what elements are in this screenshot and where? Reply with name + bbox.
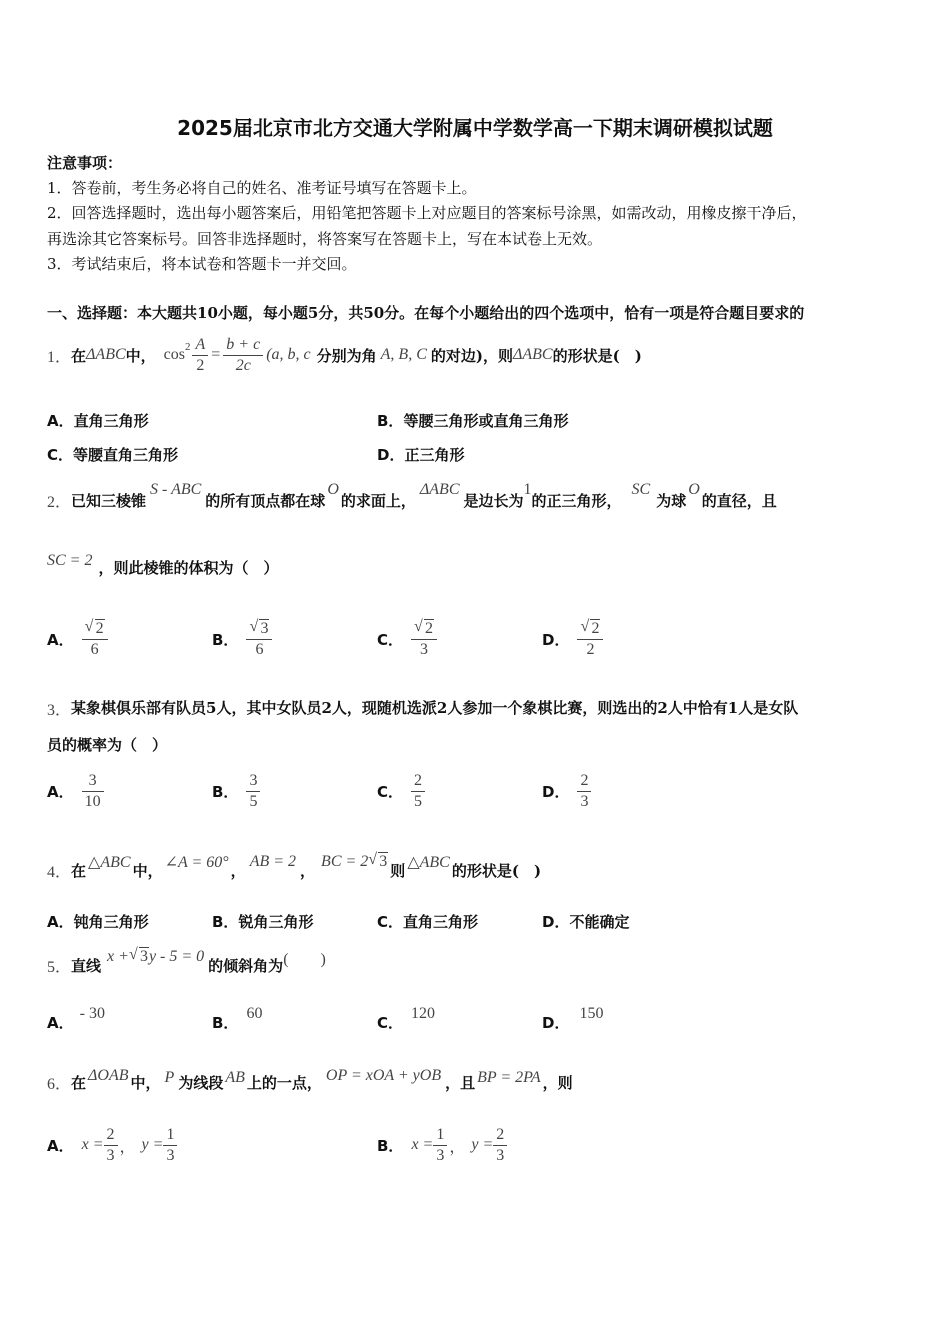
q1-option-a[interactable]: [47, 410, 149, 431]
q2-option-b-den: 6: [246, 639, 272, 660]
q2-option-b-frac: √ 3 6: [246, 619, 272, 660]
question-2: [47, 478, 777, 522]
q4-text-4: ，: [300, 861, 316, 880]
q6-triangle: ΔOAB: [88, 1067, 129, 1084]
q1-option-c-label: C．: [47, 446, 74, 464]
q2-pyramid: S - ABC: [150, 481, 202, 498]
q2-option-d-frac: √ 2 2: [577, 619, 603, 660]
q3-option-d[interactable]: [542, 766, 591, 816]
q4-angle: ∠A = 60°: [164, 854, 229, 871]
q1-cos: cos: [163, 346, 185, 363]
q3-option-c-label: C．: [377, 782, 404, 801]
q2-option-c-label: C．: [377, 630, 404, 649]
q5-option-a-label: A．: [47, 1013, 74, 1032]
q1-option-c-text: 等腰直角三角形: [73, 446, 179, 464]
q4-option-d-text: 不能确定: [569, 913, 630, 931]
q1-triangle-2: ΔABC: [512, 346, 553, 363]
q6-option-a-y-num: 1: [166, 1125, 175, 1143]
q1-frac-b: [223, 335, 263, 376]
q3-option-b-num: 3: [249, 771, 258, 789]
q1-text-3: 分别为角: [316, 346, 377, 365]
q1-option-d-label: D．: [377, 446, 405, 464]
q4-option-b-text: 锐角三角形: [238, 913, 314, 931]
q3-option-a-num: 3: [88, 771, 97, 789]
q3-option-b-label: B．: [212, 782, 239, 801]
q3-option-d-num: 2: [580, 771, 589, 789]
q1-option-b-text: 等腰三角形或直角三角形: [403, 412, 569, 430]
q4-ab: AB = 2: [249, 853, 297, 870]
q3-option-c-frac: [411, 771, 425, 812]
q1-text-1: 在: [71, 346, 87, 365]
q4-triangle-2: △ABC: [407, 854, 450, 871]
q2-text-6: 为球: [656, 491, 687, 510]
q6-option-b-y-frac: [493, 1125, 507, 1166]
q3-option-c[interactable]: [377, 766, 425, 816]
q2-option-a-rad: 2: [95, 619, 104, 637]
q2-number: 2．: [47, 493, 72, 511]
q1-option-c[interactable]: [47, 444, 178, 465]
q6-text-5: ，且: [445, 1073, 476, 1092]
q3-line-1: 某象棋俱乐部有队员5人，其中女队员2人，现随机选派2人参加一个象棋比赛，则选出的2人中恰有1人是女队: [71, 699, 799, 717]
q5-number: 5．: [47, 958, 72, 976]
q1-option-a-text: 直角三角形: [73, 412, 149, 430]
q1-eq: =: [211, 346, 221, 363]
q2-option-b-rad: 3: [260, 619, 269, 637]
q6-option-b-y: y =: [471, 1136, 494, 1153]
q4-bc-rad: 3: [379, 853, 388, 870]
q6-option-a-x: x =: [81, 1136, 104, 1153]
q4-text-5: 则: [390, 861, 406, 880]
question-5: [47, 945, 326, 985]
q6-text-1: 在: [71, 1073, 87, 1092]
section-heading: 一、选择题：本大题共10小题，每小题5分，共50分。在每个小题给出的四个选项中，恰有一项是符合题目要求的: [47, 304, 805, 322]
q6-text-2: 中，: [130, 1073, 161, 1092]
q3-option-d-den: 3: [577, 791, 591, 812]
question-2-cont: [47, 550, 278, 584]
q5-option-c-value: 120: [411, 1005, 436, 1022]
q1-frac-b-num: b + c: [226, 335, 261, 353]
q4-option-c-label: C．: [377, 913, 404, 931]
q2-text-4: 是边长为: [463, 491, 524, 510]
q4-option-b-label: B．: [212, 913, 239, 931]
q1-number: 1．: [47, 348, 72, 366]
notice-item-1: 1．答卷前，考生务必将自己的姓名、准考证号填写在答题卡上。: [47, 179, 477, 197]
q5-option-b-label: B．: [212, 1013, 239, 1032]
q5-option-d[interactable]: [542, 1004, 603, 1040]
q2-option-d-label: D．: [542, 630, 570, 649]
q4-option-d-label: D．: [542, 913, 570, 931]
q6-ratio: BP = 2PA: [477, 1069, 541, 1086]
page-title: 2025届北京市北方交通大学附属中学数学高一下期末调研模拟试题: [177, 116, 773, 140]
q2-text-3: 的求面上，: [340, 491, 416, 510]
q2-sphere: O: [327, 481, 339, 498]
q3-option-b-frac: [246, 771, 260, 812]
q6-option-a-y: y =: [141, 1136, 164, 1153]
q2-side: 1: [523, 481, 532, 498]
q2-option-c-frac: √ 2 3: [411, 619, 437, 660]
notice-item-3: 3．考试结束后，将本试卷和答题卡一并交回。: [47, 255, 357, 273]
question-1: [47, 330, 642, 380]
q4-bc-sqrt: √ 3: [368, 851, 388, 870]
q3-option-a-frac: [82, 771, 104, 812]
q6-option-b[interactable]: B． x = $\frac{1}{3}$ ， y = $\frac{2}{3}$: [377, 1120, 507, 1170]
q1-option-b-label: B．: [377, 412, 404, 430]
q1-cos-exp: 2: [184, 341, 191, 353]
q6-option-b-x-frac: [433, 1125, 447, 1166]
q5-option-a[interactable]: [47, 1004, 105, 1040]
q1-text-2: 中，: [125, 346, 156, 365]
q1-angles: A, B, C: [380, 346, 427, 363]
q5-option-a-value: - 30: [79, 1005, 105, 1022]
q3-line-2: 员的概率为（ ）: [47, 736, 168, 754]
q4-option-d[interactable]: [542, 911, 629, 932]
q2-option-a-label: A．: [47, 630, 74, 649]
q2-text-8: ，则此棱锥的体积为（ ）: [98, 558, 279, 577]
q4-bc: BC = 2: [321, 853, 369, 870]
q2-option-c-rad: 2: [425, 619, 434, 637]
q6-option-b-y-num: 2: [496, 1125, 505, 1143]
q5-eq-sqrt: √ 3: [128, 946, 148, 965]
q5-paren: ( ): [283, 950, 326, 968]
q1-frac-b-den: 2c: [223, 355, 263, 376]
q6-option-a[interactable]: A． x = $\frac{2}{3}$ ， y = $\frac{1}{3}$: [47, 1120, 177, 1170]
q5-text-1: 直线: [71, 956, 102, 975]
q5-eq-rad: 3: [139, 948, 148, 965]
q6-option-b-x: x =: [411, 1136, 434, 1153]
q2-text-5: 的正三角形，: [531, 491, 622, 510]
q5-option-d-value: 150: [579, 1005, 604, 1022]
q2-sc: SC: [631, 481, 651, 498]
q6-option-a-y-den: 3: [163, 1145, 177, 1166]
q4-option-c[interactable]: [377, 911, 478, 932]
q6-option-a-x-frac: [104, 1125, 118, 1166]
q1-triangle: ΔABC: [86, 346, 126, 363]
q6-segment: AB: [225, 1069, 245, 1086]
q2-sc-value: SC = 2: [47, 552, 93, 569]
q6-text-6: ，则: [542, 1073, 573, 1092]
q2-sphere-2: O: [688, 481, 700, 498]
q2-text-7: 的直径，且: [701, 491, 777, 510]
q4-option-a[interactable]: [47, 911, 149, 932]
question-4: [47, 850, 541, 890]
q1-option-d-text: 正三角形: [404, 446, 465, 464]
q4-text-3: ，: [230, 861, 246, 880]
question-3: [47, 697, 798, 720]
q2-text-1: 已知三棱锥: [71, 491, 147, 510]
q3-number: 3．: [47, 702, 72, 719]
q2-option-b[interactable]: [212, 614, 272, 664]
q4-number: 4．: [47, 863, 72, 881]
q6-option-a-x-num: 2: [106, 1125, 115, 1143]
notice-heading: 注意事项：: [47, 154, 123, 172]
q2-option-a[interactable]: [47, 614, 108, 664]
q3-option-a[interactable]: [47, 766, 104, 816]
q3-option-d-frac: [577, 771, 591, 812]
q5-option-c[interactable]: [377, 1004, 435, 1040]
q6-option-b-x-den: 3: [433, 1145, 447, 1166]
q3-option-c-num: 2: [414, 771, 423, 789]
q3-option-c-den: 5: [411, 791, 425, 812]
q5-text-2: 的倾斜角为: [208, 956, 284, 975]
q1-option-b[interactable]: [377, 410, 568, 431]
question-6: [47, 1062, 573, 1102]
q6-option-b-label: B．: [377, 1136, 404, 1155]
q6-text-4: 上的一点，: [246, 1073, 322, 1092]
q5-eq-b: y - 5 = 0: [148, 948, 205, 965]
q2-option-c[interactable]: [377, 614, 437, 664]
q1-frac-a-num: A: [195, 335, 206, 353]
q4-option-a-text: 钝角三角形: [73, 913, 149, 931]
q2-option-a-den: 6: [82, 639, 108, 660]
q4-option-b[interactable]: [212, 911, 313, 932]
q5-option-b-value: 60: [246, 1005, 263, 1022]
q1-frac-a: [192, 335, 208, 376]
q3-option-b[interactable]: [212, 766, 260, 816]
q5-option-b[interactable]: [212, 1004, 262, 1040]
q3-option-b-den: 5: [246, 791, 260, 812]
q5-option-c-label: C．: [377, 1013, 404, 1032]
q2-option-c-den: 3: [411, 639, 437, 660]
q6-option-a-x-den: 3: [104, 1145, 118, 1166]
q6-number: 6．: [47, 1075, 72, 1093]
q6-option-b-y-den: 3: [493, 1145, 507, 1166]
q2-option-d-rad: 2: [591, 619, 600, 637]
q1-vars: (a, b, c: [266, 346, 311, 363]
q2-option-a-frac: √ 2 6: [82, 619, 108, 660]
q3-option-a-den: 10: [82, 791, 104, 812]
q6-option-b-x-num: 1: [436, 1125, 445, 1143]
q6-vector-eq: OP = xOA + yOB: [325, 1067, 442, 1084]
q6-option-a-y-frac: [163, 1125, 177, 1166]
q2-text-2: 的所有顶点都在球: [205, 491, 326, 510]
q4-triangle: △ABC: [88, 854, 131, 871]
q2-option-d[interactable]: [542, 614, 603, 664]
q2-option-d-den: 2: [577, 639, 603, 660]
q6-option-a-label: A．: [47, 1136, 74, 1155]
q4-option-a-label: A．: [47, 913, 74, 931]
q4-option-c-text: 直角三角形: [403, 913, 479, 931]
q2-option-b-label: B．: [212, 630, 239, 649]
q1-option-a-label: A．: [47, 412, 74, 430]
q4-text-1: 在: [71, 861, 87, 880]
q4-text-6: 的形状是( ): [451, 861, 542, 880]
q1-text-5: 的形状是( ): [552, 346, 642, 365]
q2-triangle: ΔABC: [419, 481, 460, 498]
q3-option-d-label: D．: [542, 782, 570, 801]
notice-item-2-cont: 再选涂其它答案标号。回答非选择题时，将答案写在答题卡上，写在本试卷上无效。: [47, 230, 603, 248]
q6-text-3: 为线段: [178, 1073, 224, 1092]
q1-option-d[interactable]: [377, 444, 464, 465]
q6-point: P: [164, 1069, 175, 1086]
q5-eq-a: x +: [107, 948, 129, 965]
notice-item-2: 2．回答选择题时，选出每小题答案后，用铅笔把答题卡上对应题目的答案标号涂黑，如需改动，用橡皮擦干净后，: [47, 204, 807, 222]
q4-text-2: 中，: [132, 861, 163, 880]
q5-option-d-label: D．: [542, 1013, 570, 1032]
q3-option-a-label: A．: [47, 782, 74, 801]
q1-text-4: 的对边)，则: [430, 346, 513, 365]
q1-frac-a-den: 2: [192, 355, 208, 376]
